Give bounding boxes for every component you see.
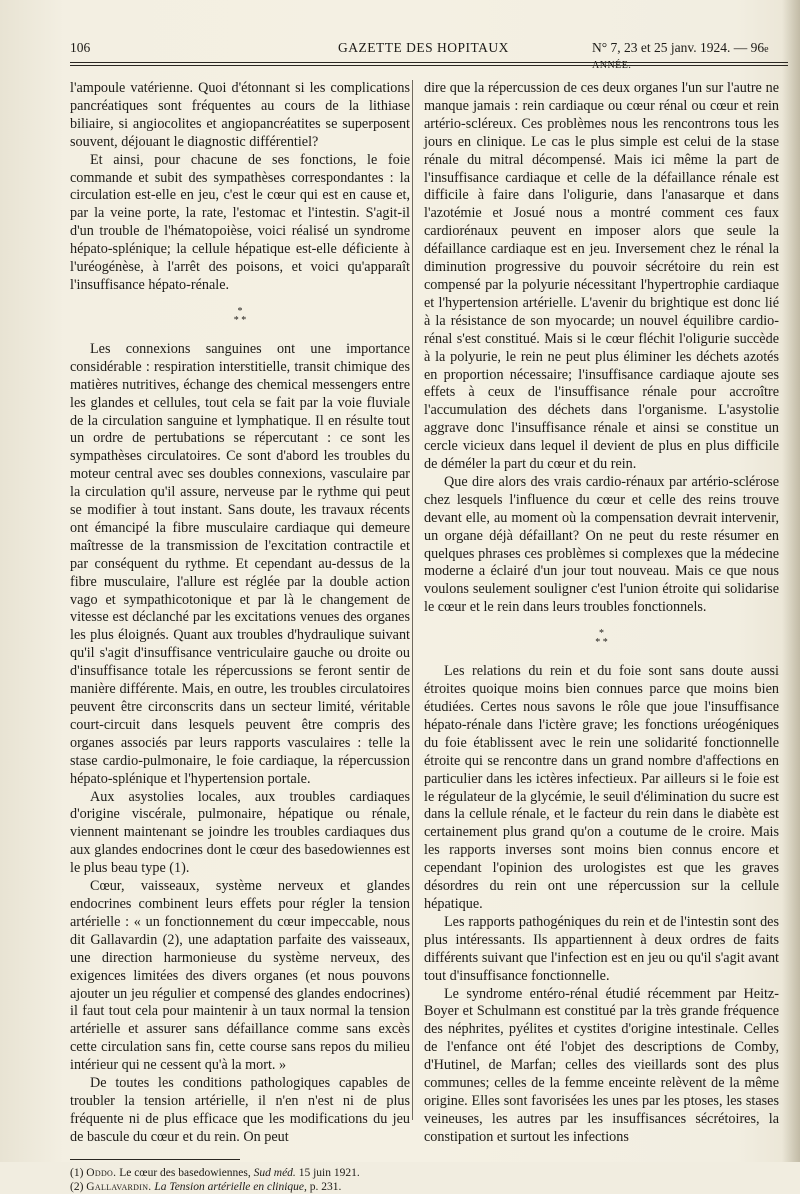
section-separator: [424, 629, 779, 647]
separator-stars-bottom: * *: [233, 314, 247, 326]
paragraph: dire que la répercussion de ces deux organes l'un sur l'autre ne manque jamais : rein cardiaque ou cœur rénal ou cœur et rein artério-scléreux. Ces problèmes nous les rencontrons tous les jours en clinique. Le cas le plus simple est celui de la stase rénale du mitral décompensé. Mais ici même la part de l'insuffisance cardiaque et celle de la défaillance rénale est difficile à faire dans l'oligurie, dans l'anasarque et dans l'azotémie et Josué nous a montré comment ces faux cardiorénaux peuvent en imposer alors que seule la défaillance cardiaque est en jeu. Inversement chez le rénal la diminution progressive du pouvoir sécrétoire du rein est compensé par la polyurie nécessitant l'hypertrophie cardiaque et l'hypertension artérielle. L'avenir du brightique est donc lié à la résistance de son myocarde; un nouvel équilibre cardio-rénal s'est constitué. Mais si le cœur fléchit l'oligurie succède à la polyurie, le rein ne peut plus éliminer les déchets azotés en proportion nécessaire; l'insuffisance cardiaque ajoute ses effets à ceux de l'insuffisance rénale pour accroître l'accumulation des déchets dans l'organisme. L'asystolie aggrave donc l'insuffisance rénale et ainsi se constitue un cercle vicieux dans lequel il devient de plus en plus difficile de déméler la part du cœur et du rein.: [424, 80, 779, 473]
paragraph: Les rapports pathogéniques du rein et de l'intestin sont des plus intéressants. Ils appartiennent à deux ordres de faits différents suivant que l'infection est en jeu ou qu'il s'agit avant tout d'insuffisance fonctionnelle.: [424, 913, 779, 984]
footnote-text: Le cœur des basedowiennes,: [119, 1166, 251, 1179]
footnote-author: Oddo.: [86, 1166, 117, 1179]
footnote-title: La Tension artérielle en clinique,: [154, 1180, 307, 1193]
paragraph: Les relations du rein et du foie sont sans doute aussi étroites quoique moins bien connues parce que moins bien étudiées. Certes nous savons le rôle que joue l'insuffisance hépato-rénale dans l'ictère grave; les fonctions uréogéniques du foie établissent avec le rein une solidarité fonctionnelle étroite qui se rencontre dans un grand nombre d'affections en particulier dans les ictères infectieux. Par ailleurs si le foie est le régulateur de la glycémie, le seuil d'élimination du sucre est dans la cellule rénale, et le facteur du rein dans le diabète est certainement plus grand qu'on a coutume de le croire. Mais les rapports inverses sont moins bien connus encore et cependant l'opinion des urologistes est que les graves désordres du rein ont une répercussion sur la cellule hépatique.: [424, 663, 779, 912]
separator-star-top: *: [237, 305, 243, 317]
paragraph: l'ampoule vatérienne. Quoi d'étonnant si les complications pancréatiques sont fréquentes au cours de la lithiase biliaire, si angiocolites et angiopancréatites se superposent souvent, déjouant le diagnostic différentiel?: [70, 80, 410, 150]
footnote-1: [70, 1166, 410, 1180]
paragraph: Et ainsi, pour chacune de ses fonctions, le foie commande et subit des sympathèses correspondantes : la circulation est-elle en jeu, c'est le cœur qui est en cause et, par la veine porte, la rate, l'estomac et l'intestin. S'agit-il d'un trouble de l'hématopoièse, voici réalisé un syndrome hépato-splénique; la cellule hépatique est-elle déficiente à l'uréogénèse, à l'arrêt des poisons, et voici qu'apparaît l'insuffisance hépato-rénale.: [70, 151, 410, 293]
header-rule: [70, 62, 788, 66]
paragraph: De toutes les conditions pathologiques capables de troubler la tension artérielle, il n'en n'est ni de plus fréquente ni de plus efficace que les modifications du jeu de bascule du cœur et du rein. On peut: [70, 1075, 410, 1145]
footnote-number: (1): [70, 1166, 84, 1179]
footnote-source: Sud méd.: [253, 1166, 296, 1179]
footnote-date: 15 juin 1921.: [298, 1166, 360, 1179]
paragraph: Cœur, vaisseaux, système nerveux et glandes endocrines combinent leurs effets pour régler la tension artérielle : « un fonctionnement du cœur impeccable, nous dit Gallavardin (2), une adaptation parfaite des vaisseaux, une direction harmonieuse du système nerveux, des exigences limitées des divers organes (et nous pouvons ajouter un jeu régulier et compensé des glandes endocrines) il faut tout cela pour maintenir à un taux normal la tension artérielle et assurer sans défaillance comme sans excès cette circulation sans fin, cette course sans repos du milieu intérieur qui ne cessent qu'à la mort. »: [70, 878, 410, 1074]
left-column: [70, 80, 410, 1194]
right-column: [424, 80, 779, 1147]
separator-stars-bottom: * *: [595, 637, 608, 649]
page-edge-shadow: [782, 0, 800, 1162]
journal-title: GAZETTE DES HOPITAUX: [338, 40, 509, 55]
paragraph: Que dire alors des vrais cardio-rénaux par artério-sclérose chez lesquels l'influence du cœur et celle des reins trouve devant elle, au moment où la compensation devrait intervenir, un organe déjà défaillant? On ne peut du reste résumer en quelques phrases ces problèmes si complexes que la médecine moderne a éclairé d'un jour tout nouveau. Mais ce que nous voulons seulement souligner c'est l'union étroite qui solidarise le cœur et le rein dans leurs troubles fonctionnels.: [424, 473, 779, 616]
paragraph: Aux asystolies locales, aux troubles cardiaques d'origine viscérale, pulmonaire, hépatique ou rénale, viennent maintenant se joindre les troubles cardiaques dus aux glandes endocrines dont le cœur des basedowiennes est le plus beau type (1).: [70, 788, 410, 877]
footnote-page: p. 231.: [309, 1180, 342, 1193]
page-number: 106: [70, 40, 91, 55]
footnote-number: (2): [70, 1180, 84, 1193]
separator-star-top: *: [599, 628, 604, 640]
footnote-rule: [70, 1159, 240, 1160]
footnote-author: Gallavardin.: [86, 1180, 152, 1193]
column-divider: [412, 80, 413, 1120]
footnote-2: [70, 1180, 410, 1194]
section-separator: [70, 307, 410, 325]
issue-main: N° 7, 23 et 25 janv. 1924. — 96: [592, 40, 765, 55]
paragraph: Les connexions sanguines ont une importance considérable : respiration interstitielle, transit chimique des matières nutritives, échange des chemical messengers entre les glandes et cellules, tout cela se fait par la voie fluviale de la circulation sanguine et lymphatique. Il en résulte tout un ordre de pertubations se répercutant : ce sont les sympathèses circulatoires. Ce sont d'abord les troubles du moteur central avec ses doubles connexions, vasculaire par la circulation qu'il assure, nerveuse par le rythme qui peut se modifier à tout instant. Sans doute, les travaux récents ont émancipé la fibre musculaire cardiaque qui demeure maîtresse de la transmission de l'excitation contractile et par conséquent du rythme. Et cependant au-dessus de la fibre musculaire, l'allure est réglée par la double action vago et sympathicotonique et par là le changement de vitesse est déclanché par les excitations venues des organes les plus éloignés. Quant aux troubles d'hydraulique suivant qu'il s'agit d'insuffisance ventriculaire gauche ou droite ou d'insuffisance totale les répercussions se feront sentir de manière différente. Mais, en outre, les troubles circulatoires peuvent être circonscrits dans un secteur limité, véritable court-circuit dans lesquels peuvent être compris des organes associés par leurs rapports vasculaires : telle la stase cardio-pulmonaire, le foie cardiaque, la répercussion hépato-splénique et l'hypertension portale.: [70, 340, 410, 787]
issue-info: [592, 40, 788, 72]
issue-year-suffix: e ANNÉE.: [592, 44, 770, 71]
paragraph: Le syndrome entéro-rénal étudié récemment par Heitz-Boyer et Schulmann est constitué par la très grande fréquence des néphrites, pyélites et cystites d'origine intestinale. Celles de l'enfance ont été l'objet des descriptions de Comby, d'Hutinel, de Marfan; celles des vieillards sont des plus communes; celles de la femme enceinte relèvent de la même origine. Elles sont favorisées les unes par les ptoses, les stases veineuses, les autres par les insuffisances sécrétoires, la constipation et surtout les infections: [424, 985, 779, 1145]
running-header: [70, 40, 788, 71]
